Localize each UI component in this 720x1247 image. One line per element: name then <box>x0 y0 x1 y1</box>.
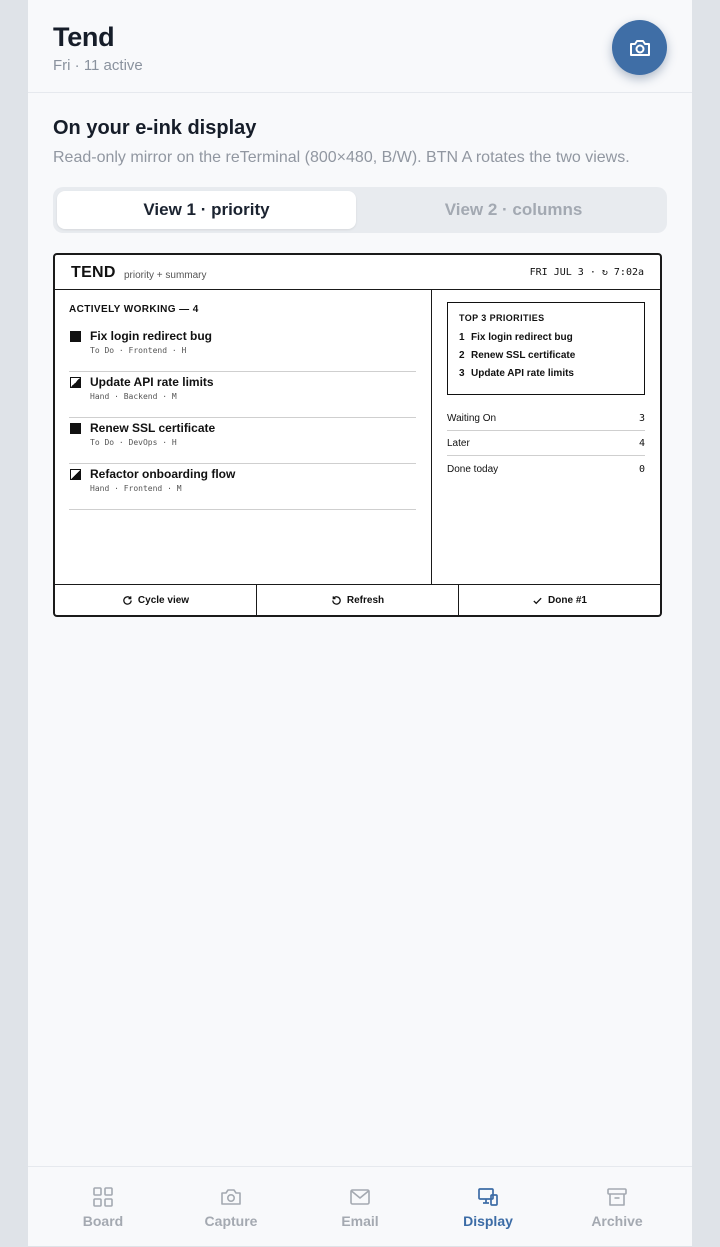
tab-board[interactable] <box>39 1167 167 1247</box>
top-priorities-box <box>447 302 645 395</box>
section-title: On your e-ink display <box>53 117 257 139</box>
task-row <box>69 326 416 372</box>
tab-capture[interactable] <box>167 1167 295 1247</box>
section-description: Read-only mirror on the reTerminal (800×480, B/W). BTN A rotates the two views. <box>53 149 630 166</box>
task-title: Update API rate limits <box>90 375 214 389</box>
cycle-icon <box>122 595 133 606</box>
refresh-icon <box>331 595 342 606</box>
eink-working-panel <box>55 290 432 584</box>
task-meta: Hand · Backend · M <box>90 392 177 401</box>
tab-archive[interactable] <box>553 1167 681 1247</box>
tab-label: Display <box>463 1213 513 1229</box>
task-title: Refactor onboarding flow <box>90 467 236 481</box>
eink-preview <box>53 253 662 617</box>
working-label: ACTIVELY WORKING — 4 <box>69 304 199 315</box>
refresh-button[interactable]: Refresh <box>257 585 459 616</box>
stat-row-later: Later 4 <box>447 431 645 456</box>
eink-date: FRI JUL 3 · ↻ 7:02a <box>529 267 644 278</box>
cycle-view-button[interactable]: Cycle view <box>55 585 257 616</box>
task-title: Fix login redirect bug <box>90 329 213 343</box>
task-meta: To Do · DevOps · H <box>90 438 177 447</box>
task-row <box>69 464 416 510</box>
priority-item: 1 Fix login redirect bug <box>459 332 573 343</box>
task-meta: To Do · Frontend · H <box>90 346 187 355</box>
tab-label: Archive <box>591 1213 643 1229</box>
archive-icon <box>606 1186 628 1208</box>
filled-square-icon <box>70 423 81 434</box>
bottom-tab-bar <box>28 1166 692 1246</box>
capture-button[interactable] <box>612 20 667 75</box>
half-square-icon <box>70 469 81 480</box>
eink-button-bar <box>55 584 660 617</box>
tab-email[interactable] <box>296 1167 424 1247</box>
eink-brand: TEND <box>71 264 116 281</box>
stat-row-waiting: Waiting On 3 <box>447 406 645 431</box>
tab-label: Capture <box>204 1213 258 1229</box>
task-row <box>69 372 416 418</box>
tab-label: Board <box>82 1213 124 1229</box>
app-subtitle: Fri · 11 active <box>53 57 143 74</box>
tab-label: Email <box>341 1213 379 1229</box>
display-icon <box>477 1186 499 1208</box>
eink-header <box>55 255 660 290</box>
grid-icon <box>92 1186 114 1208</box>
stat-row-done-today: Done today 0 <box>447 464 645 475</box>
filled-square-icon <box>70 331 81 342</box>
priority-item: 3 Update API rate limits <box>459 368 574 379</box>
check-icon <box>532 595 543 606</box>
view-segmented-control <box>53 187 667 233</box>
mail-icon <box>349 1186 371 1208</box>
tab-display[interactable] <box>424 1167 552 1247</box>
done-first-button[interactable]: Done #1 <box>459 585 660 616</box>
eink-summary-panel <box>433 290 660 584</box>
camera-icon <box>628 36 652 60</box>
eink-brand-subtitle: priority + summary <box>124 270 207 281</box>
app-screen <box>28 0 692 1246</box>
view-2-tab[interactable]: View 2 · columns <box>444 200 583 219</box>
app-title: Tend <box>53 22 115 52</box>
top-priorities-label: TOP 3 PRIORITIES <box>459 313 545 323</box>
view-1-tab[interactable]: View 1 · priority <box>57 191 356 229</box>
task-meta: Hand · Frontend · M <box>90 484 182 493</box>
task-title: Renew SSL certificate <box>90 421 216 435</box>
header <box>28 0 692 93</box>
task-row <box>69 418 416 464</box>
half-square-icon <box>70 377 81 388</box>
priority-item: 2 Renew SSL certificate <box>459 350 576 361</box>
camera-icon <box>220 1186 242 1208</box>
